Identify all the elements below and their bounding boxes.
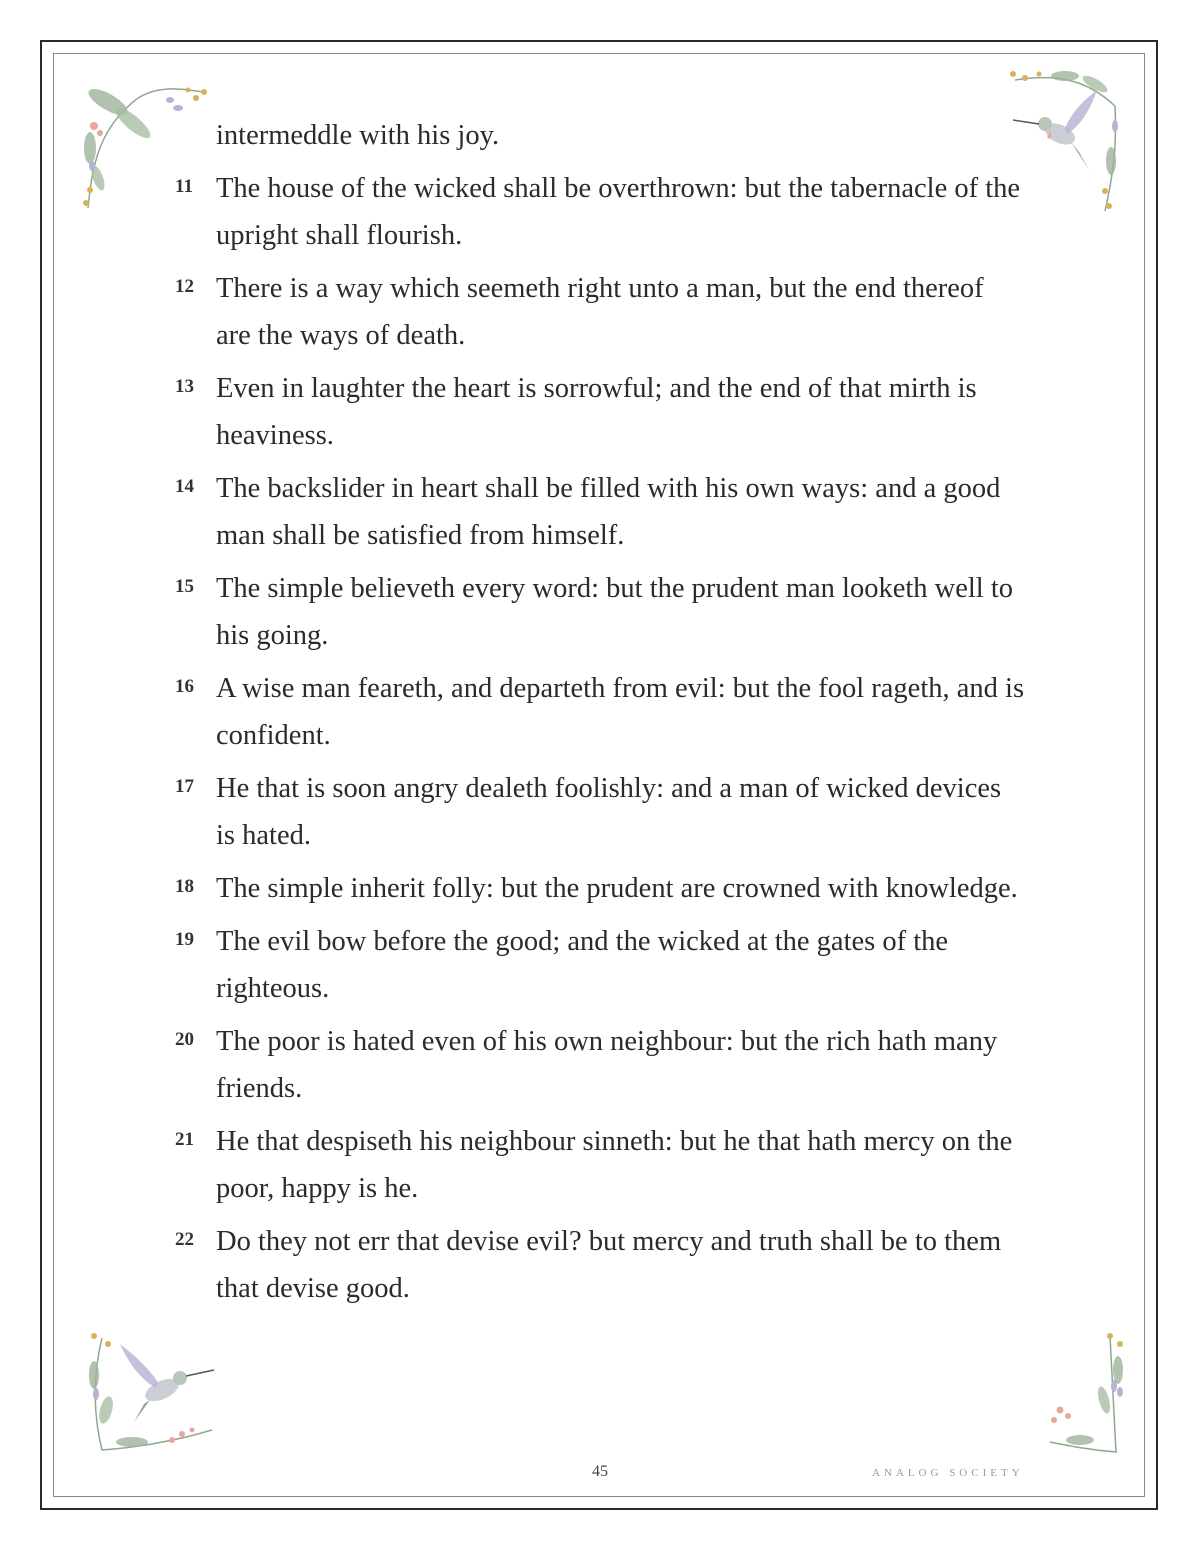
verse-number: 22 bbox=[175, 1229, 194, 1250]
verse-text: The house of the wicked shall be overthrown: but the tabernacle of the upright shall flourish. bbox=[216, 173, 1021, 251]
verse bbox=[175, 1018, 1025, 1112]
verse-text: The simple believeth every word: but the prudent man looketh well to his going. bbox=[216, 573, 1013, 651]
verse-number: 12 bbox=[175, 276, 194, 297]
verse-text: The evil bow before the good; and the wicked at the gates of the righteous. bbox=[216, 926, 949, 1004]
verse bbox=[175, 918, 1025, 1012]
verse-number: 19 bbox=[175, 929, 194, 950]
verse-text: He that despiseth his neighbour sinneth: but he that hath mercy on the poor, happy is he. bbox=[216, 1126, 1013, 1204]
verse-number: 16 bbox=[175, 676, 194, 697]
verse bbox=[175, 1218, 1025, 1312]
verse bbox=[175, 365, 1025, 459]
page-number: 45 bbox=[592, 1463, 608, 1480]
verse-number: 15 bbox=[175, 576, 194, 597]
verse bbox=[175, 865, 1025, 912]
verse bbox=[175, 465, 1025, 559]
verse-text: Do they not err that devise evil? but mercy and truth shall be to them that devise good. bbox=[216, 1226, 1002, 1304]
verse-text: The poor is hated even of his own neighbour: but the rich hath many friends. bbox=[216, 1026, 998, 1104]
hummingbird-floral-icon bbox=[82, 1330, 222, 1460]
verse-text: The simple inherit folly: but the prudent are crowned with knowledge. bbox=[216, 873, 1018, 904]
verse-continuation: intermeddle with his joy. bbox=[216, 120, 500, 151]
verse-text: He that is soon angry dealeth foolishly: and a man of wicked devices is hated. bbox=[216, 773, 1002, 851]
verse bbox=[175, 265, 1025, 359]
verse bbox=[175, 165, 1025, 259]
verse-text: There is a way which seemeth right unto a man, but the end thereof are the ways of death. bbox=[216, 273, 984, 351]
verse-number: 11 bbox=[175, 176, 193, 197]
verse-text: The backslider in heart shall be filled with his own ways: and a good man shall be satisfied from himself. bbox=[216, 473, 1001, 551]
verse-text: A wise man feareth, and departeth from evil: but the fool rageth, and is confident. bbox=[216, 673, 1025, 751]
verse-number: 21 bbox=[175, 1129, 194, 1150]
verse-number: 18 bbox=[175, 876, 194, 897]
verse bbox=[175, 765, 1025, 859]
verse-number: 20 bbox=[175, 1029, 194, 1050]
verse-number: 14 bbox=[175, 476, 194, 497]
brand-name: ANALOG SOCIETY bbox=[872, 1467, 1024, 1479]
verse bbox=[175, 665, 1025, 759]
verse-list bbox=[175, 112, 1025, 1318]
verse-text: Even in laughter the heart is sorrowful; and the end of that mirth is heaviness. bbox=[216, 373, 977, 451]
verse bbox=[175, 565, 1025, 659]
verse-number: 17 bbox=[175, 776, 194, 797]
verse-number: 13 bbox=[175, 376, 194, 397]
floral-corner-icon bbox=[1040, 1330, 1130, 1460]
verse bbox=[175, 1118, 1025, 1212]
